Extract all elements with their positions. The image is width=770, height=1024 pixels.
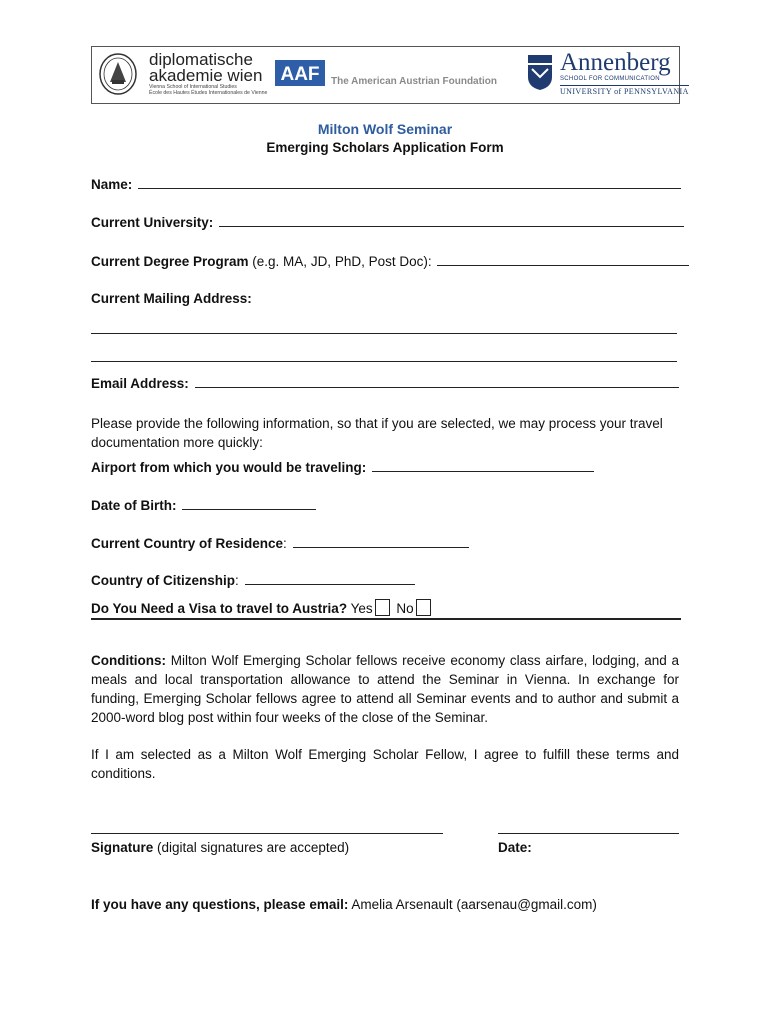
mailing-field-line2[interactable] xyxy=(91,361,677,362)
annenberg-school: SCHOOL FOR COMMUNICATION xyxy=(560,76,660,82)
mailing-label: Current Mailing Address: xyxy=(91,291,252,306)
email-label: Email Address: xyxy=(91,376,189,391)
signature-field[interactable] xyxy=(91,833,443,834)
signature-hint: (digital signatures are accepted) xyxy=(153,840,350,855)
contact-label: If you have any questions, please email: xyxy=(91,897,349,912)
date-label: Date: xyxy=(498,840,532,855)
conditions-label: Conditions: xyxy=(91,653,166,668)
visa-yes-checkbox[interactable] xyxy=(375,599,390,616)
annenberg-name: Annenberg xyxy=(560,49,671,76)
email-row xyxy=(91,376,679,391)
name-row xyxy=(91,177,681,192)
residence-label: Current Country of Residence xyxy=(91,536,284,551)
da-subtitle: Vienna School of International Studies École des Hautes Études Internationales de Vienne xyxy=(149,84,268,96)
dob-label: Date of Birth: xyxy=(91,498,177,513)
conditions-paragraph xyxy=(91,651,679,727)
name-field[interactable] xyxy=(138,177,681,189)
degree-row xyxy=(91,254,689,269)
visa-yes-label: Yes xyxy=(347,601,373,616)
annenberg-university: UNIVERSITY of PENNSYLVANIA xyxy=(560,87,689,96)
agreement-paragraph: If I am selected as a Milton Wolf Emerging Scholar Fellow, I agree to fulfill these terms and conditions. xyxy=(91,747,679,781)
contact-email[interactable]: Amelia Arsenault (aarsenau@gmail.com) xyxy=(348,897,597,912)
degree-label: Current Degree Program xyxy=(91,254,249,269)
name-label: Name: xyxy=(91,177,133,192)
citizenship-label: Country of Citizenship xyxy=(91,573,235,588)
conditions-text: Milton Wolf Emerging Scholar fellows receive economy class airfare, lodging, and a meals and local transportation allowance to attend the Seminar in Vienna. In exchange for funding, Emerging Scholar fellows agree to attend all Seminar events and to author and submit a 2000-word blog post within four weeks of the close of the Seminar. xyxy=(91,653,679,725)
visa-label: Do You Need a Visa to travel to Austria? xyxy=(91,601,348,616)
university-field[interactable] xyxy=(219,215,684,227)
signature-caption xyxy=(91,840,349,855)
citizenship-row: Country of Citizenship: xyxy=(91,573,415,588)
aaf-text: The American Austrian Foundation xyxy=(331,76,497,87)
airport-row xyxy=(91,460,594,475)
signature-label: Signature xyxy=(91,840,154,855)
dob-field[interactable] xyxy=(182,498,316,510)
svg-text:AAF: AAF xyxy=(280,64,320,85)
citizenship-field[interactable] xyxy=(245,573,415,585)
travel-intro: Please provide the following information, so that if you are selected, we may process your travel documentation more quickly: xyxy=(91,416,663,450)
degree-field[interactable] xyxy=(437,254,689,266)
university-label: Current University: xyxy=(91,215,214,230)
form-title: Emerging Scholars Application Form xyxy=(266,140,504,155)
section-divider xyxy=(91,618,681,620)
da-name: diplomatische akademie wien xyxy=(149,50,263,85)
contact-row xyxy=(91,897,597,912)
aaf-logo xyxy=(268,46,516,104)
diplomatische-akademie-logo xyxy=(91,46,269,104)
seminar-title: Milton Wolf Seminar xyxy=(317,121,453,137)
visa-row xyxy=(91,599,434,616)
visa-no-label: No xyxy=(392,601,414,616)
airport-field[interactable] xyxy=(372,460,594,472)
university-row xyxy=(91,215,684,230)
mailing-field-line1[interactable] xyxy=(91,333,677,334)
penn-shield-icon xyxy=(526,53,554,91)
visa-no-checkbox[interactable] xyxy=(416,599,431,616)
email-field[interactable] xyxy=(195,376,679,388)
seal-icon xyxy=(98,52,138,96)
dob-row xyxy=(91,498,316,513)
degree-hint: (e.g. MA, JD, PhD, Post Doc): xyxy=(248,254,432,269)
annenberg-logo xyxy=(516,46,689,104)
date-field[interactable] xyxy=(498,833,679,834)
residence-field[interactable] xyxy=(293,536,469,548)
airport-label: Airport from which you would be traveling: xyxy=(91,460,367,475)
residence-row: Current Country of Residence: xyxy=(91,536,469,551)
aaf-mark-icon xyxy=(275,60,325,86)
